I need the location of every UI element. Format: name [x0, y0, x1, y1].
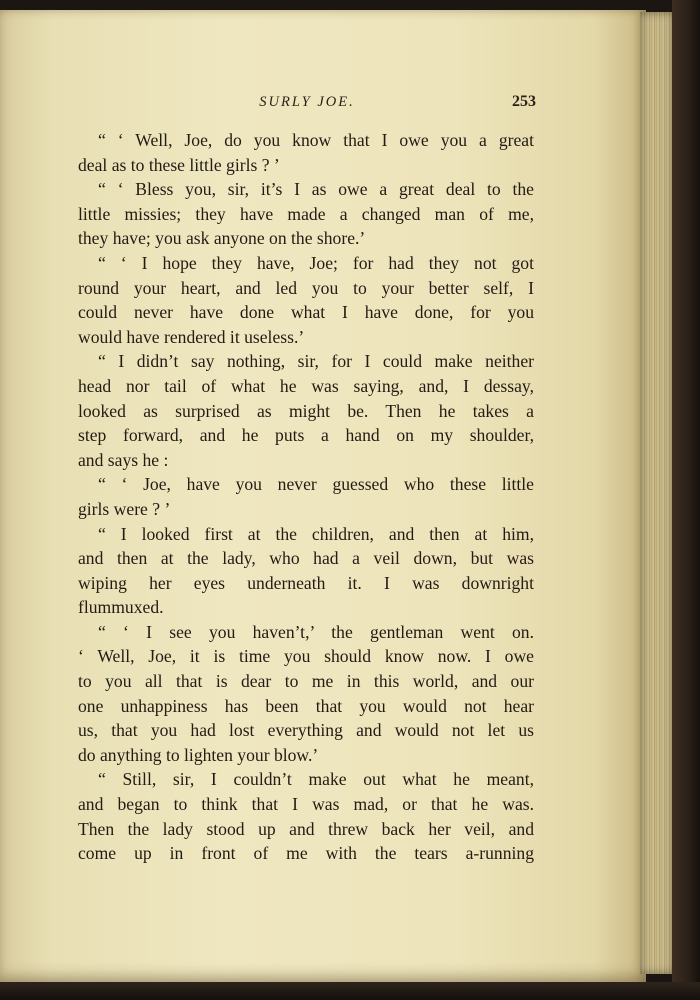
text-line: come up in front of me with the tears a-running [78, 843, 534, 864]
text-line: “ ‘ Well, Joe, do you know that I owe you a great [98, 130, 534, 150]
text-line: they have; you ask anyone on the shore.’ [78, 228, 366, 249]
book-cover-edge [672, 0, 700, 1000]
text-line: “ ‘ I hope they have, Joe; for had they not got [98, 252, 534, 273]
text-line: step forward, and he puts a hand on my shoulder, [78, 425, 534, 446]
text-line: girls were ? ’ [78, 498, 171, 519]
text-line: little missies; they have made a changed man of me, [78, 203, 534, 224]
text-line: “ ‘ Joe, have you never guessed who these little [98, 474, 534, 495]
text-line: “ I didn’t say nothing, sir, for I could make neither [98, 351, 534, 372]
text-line: and says he : [78, 449, 169, 470]
text-line: and then at the lady, who had a veil down, but was [78, 548, 534, 569]
text-line: round your heart, and led you to your better self, I [78, 277, 534, 298]
text-line: could never have done what I have done, for you [78, 302, 534, 323]
text-line: looked as surprised as might be. Then he takes a [78, 400, 534, 421]
text-line: “ Still, sir, I couldn’t make out what he meant, [98, 769, 534, 790]
text-line: deal as to these little girls ? ’ [78, 154, 280, 175]
text-line: would have rendered it useless.’ [78, 326, 305, 347]
text-line: “ ‘ Bless you, sir, it’s I as owe a great deal to the [98, 179, 534, 200]
text-line: to you all that is dear to me in this world, and our [78, 671, 534, 692]
text-line: us, that you had lost everything and would not let us [78, 720, 534, 741]
body-text [78, 128, 534, 866]
page-edges [640, 12, 674, 974]
text-line: “ I looked first at the children, and then at him, [98, 523, 534, 544]
page-header [78, 94, 536, 116]
text-line: and began to think that I was mad, or that he was. [78, 794, 534, 815]
running-head: SURLY JOE. [259, 94, 355, 110]
text-line: head nor tail of what he was saying, and, I dessay, [78, 375, 534, 396]
text-line: wiping her eyes underneath it. I was downright [78, 572, 534, 593]
text-line: flummuxed. [78, 597, 164, 618]
text-line: “ ‘ I see you haven’t,’ the gentleman went on. [98, 621, 534, 642]
text-line: do anything to lighten your blow.’ [78, 744, 319, 765]
book-page [0, 10, 646, 982]
text-line: ‘ Well, Joe, it is time you should know now. I owe [78, 646, 534, 667]
text-line: Then the lady stood up and threw back her veil, and [78, 818, 534, 839]
book-cover-bottom [0, 982, 700, 1000]
text-line: one unhappiness has been that you would not hear [78, 695, 534, 716]
page-number: 253 [512, 93, 536, 110]
